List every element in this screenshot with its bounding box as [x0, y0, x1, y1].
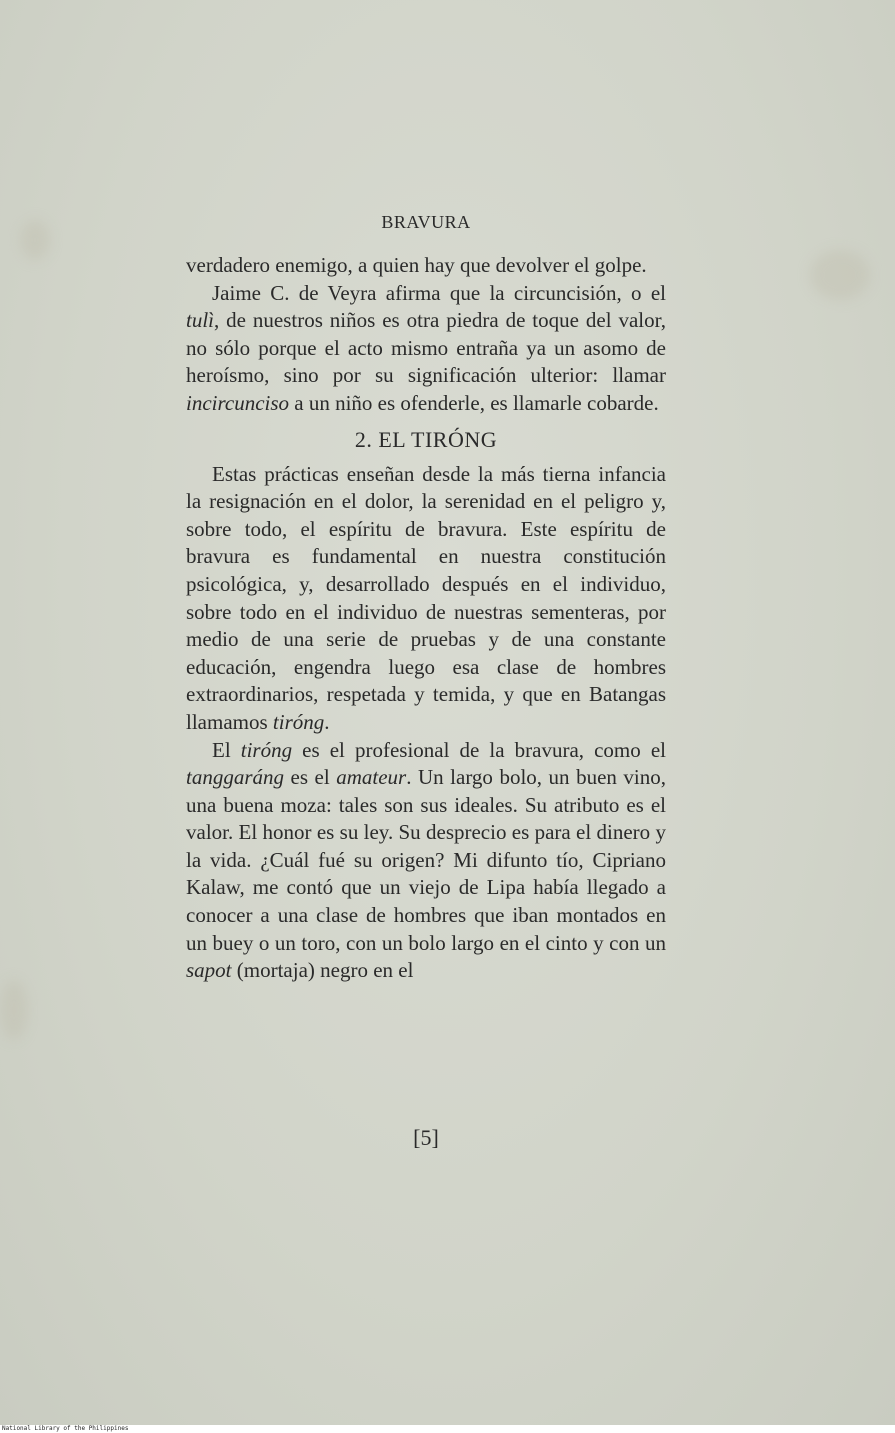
text-run: . [324, 709, 330, 734]
italic-term: incircunciso [186, 390, 290, 415]
italic-term: amateur [336, 765, 407, 790]
text-run: , de nuestros niños es otra piedra de toque del valor, no sólo porque el acto mismo entraña ya un asomo de heroísmo, sino por su significación ulterior: llamar [186, 308, 666, 388]
text-run: Estas prácticas enseñan desde la más tierna infancia la resignación en el dolor, la serenidad en el peligro y, sobre todo, el espíritu de bravura. Este espíritu de bravura es fundamental en nuestra constitución psicológica, y, desarrollado después en el individuo, sobre todo en el individuo de nuestras sementeras, por medio de una serie de pruebas y de una constante educación, engendra luego esa clase de hombres extraordinarios, respetada y temida, y que en Batangas llamamos [186, 461, 666, 734]
paragraph [186, 252, 666, 280]
page-number: [5] [413, 1125, 439, 1150]
paper-stain [0, 980, 28, 1040]
italic-term: tiróng [240, 737, 293, 762]
text-run: (mortaja) negro en el [231, 958, 414, 983]
paragraph [186, 461, 666, 737]
text-run: El [212, 737, 241, 762]
italic-term: sapot [186, 958, 232, 983]
footer-credit: National Library of the Philippines [2, 1425, 129, 1432]
text-run: es el profesional de la bravura, como el [292, 737, 666, 762]
text-run: a un niño es ofenderle, es llamarle cobarde. [289, 390, 659, 415]
text-run: Jaime C. de Veyra afirma que la circuncisión, o el [212, 280, 666, 305]
italic-term: tiróng [272, 709, 325, 734]
running-head: BRAVURA [381, 212, 471, 232]
text-run: es el [284, 765, 337, 790]
paragraphs-before-heading [186, 252, 666, 418]
text-run: verdadero enemigo, a quien hay que devolver el golpe. [186, 253, 647, 277]
paragraphs-after-heading [186, 461, 666, 985]
text-run: . Un largo bolo, un buen vino, una buena moza: tales son sus ideales. Su atributo es el valor. El honor es su ley. Su desprecio es para el dinero y la vida. ¿Cuál fué su origen? Mi difunto tío, Cipriano Kalaw, me contó que un viejo de Lipa había llegado a conocer a una clase de hombres que iban montados en un buey o un toro, con un bolo largo en el cinto y con un [186, 765, 666, 955]
footer-bar [0, 1425, 895, 1433]
italic-term: tanggaráng [186, 765, 285, 790]
italic-term: tulì [186, 308, 215, 333]
paragraph [186, 737, 666, 985]
section-heading: 2. EL TIRÓNG [354, 426, 498, 452]
paper-stain [810, 250, 870, 300]
body-text [186, 252, 666, 985]
paragraph [186, 280, 666, 418]
